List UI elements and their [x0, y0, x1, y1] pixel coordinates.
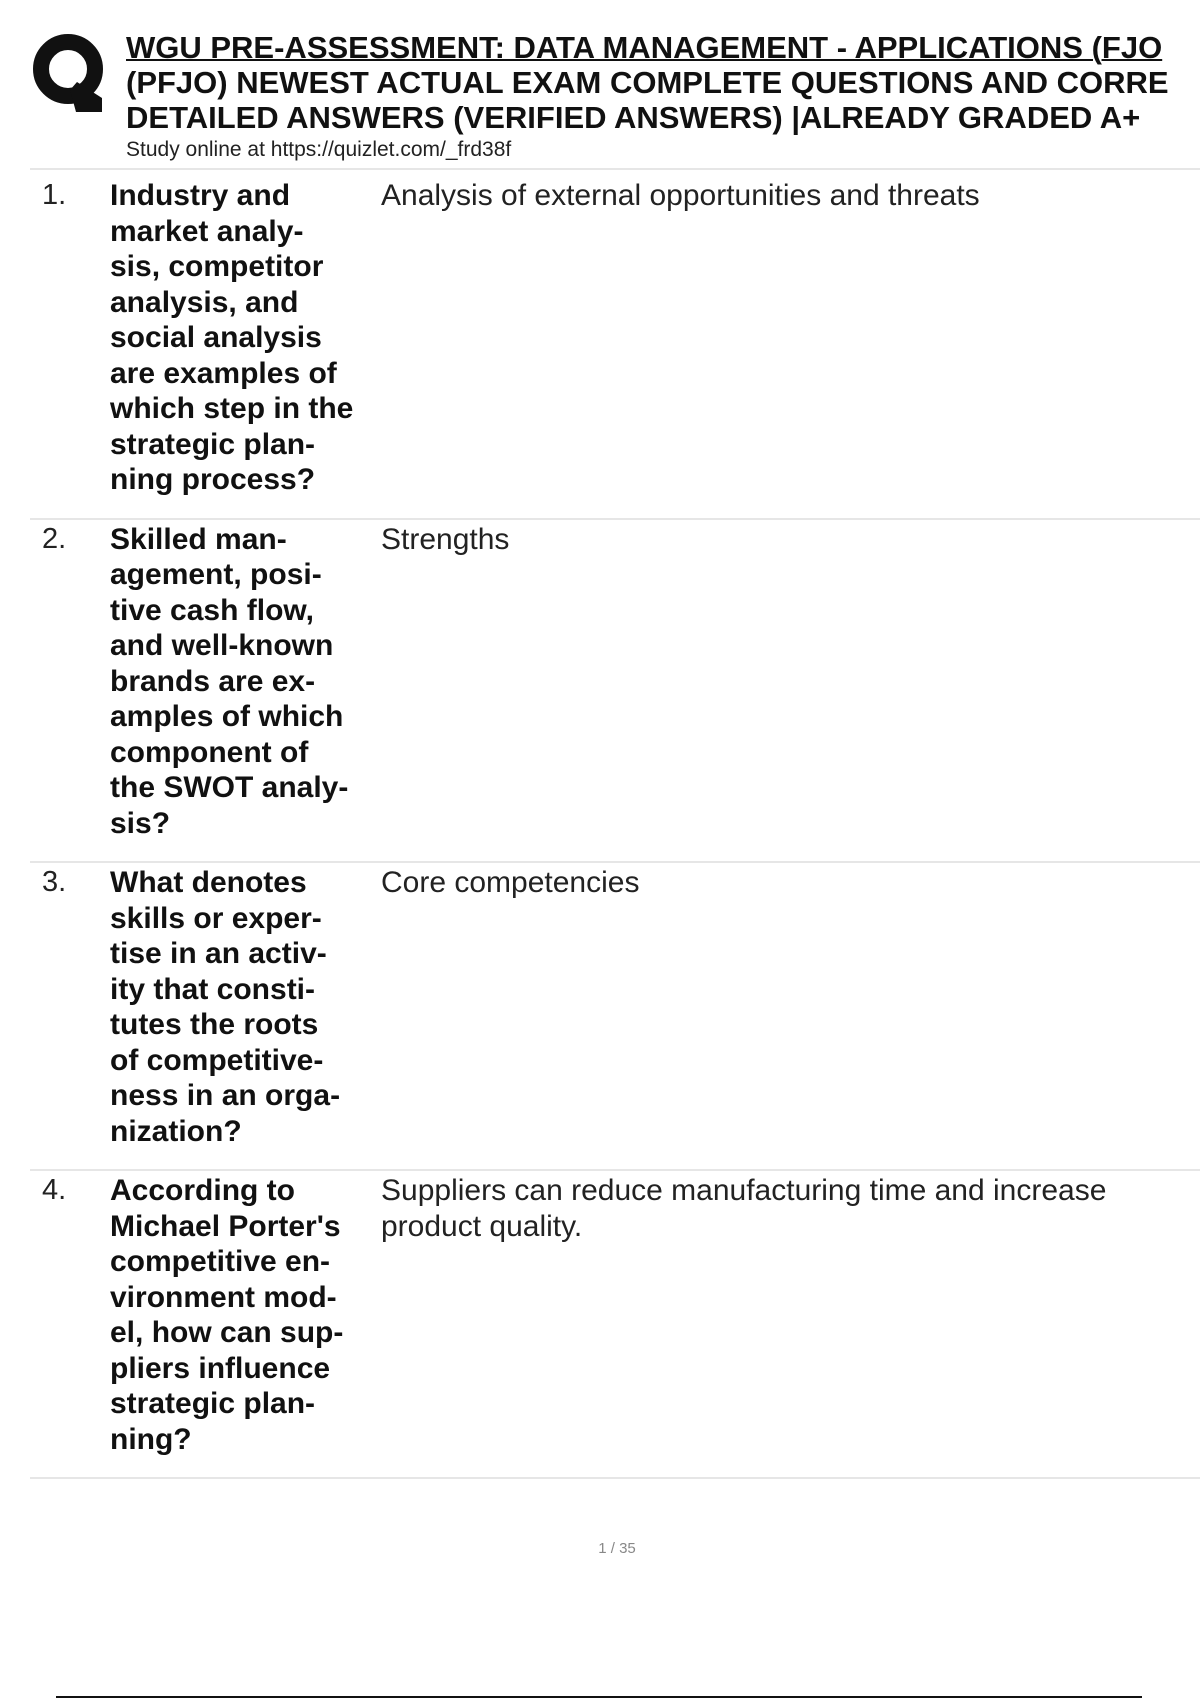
- card-term-line: agement, posi-: [110, 558, 322, 591]
- card-term-line: vironment mod-: [110, 1280, 337, 1314]
- card-term-line: tise in an activ-: [110, 937, 327, 970]
- card-term-line: pliers influence: [110, 1351, 331, 1385]
- card-term-line: are examples of: [110, 356, 337, 390]
- header-divider: [30, 168, 1200, 170]
- document-title-line-3: DETAILED ANSWERS (VERIFIED ANSWERS) |ALREADY GRADED A+: [126, 100, 1141, 135]
- card-term-line: and well-known: [110, 629, 334, 662]
- card-term-line: ning?: [110, 1422, 192, 1456]
- flashcard-row: [30, 176, 1200, 520]
- card-term-line: sis?: [110, 806, 171, 840]
- card-term-line: ning process?: [110, 463, 316, 496]
- card-term-line: which step in the: [110, 392, 354, 425]
- card-term-line: social analysis: [110, 321, 322, 354]
- card-term: [110, 1173, 372, 1457]
- document-title-line-1: WGU PRE-ASSESSMENT: DATA MANAGEMENT - APPLICATIONS (FJO: [126, 30, 1163, 65]
- card-term-line: tive cash flow,: [110, 593, 314, 627]
- card-definition: Analysis of external opportunities and threats: [381, 179, 980, 212]
- card-term-line: Michael Porter's: [110, 1209, 341, 1243]
- flashcard-list: [30, 176, 1200, 1479]
- card-term-line: ity that consti-: [110, 972, 316, 1006]
- card-number: 2.: [42, 522, 67, 555]
- card-term-line: skills or exper-: [110, 901, 322, 935]
- card-term-line: Industry and: [110, 179, 291, 212]
- card-term-line: competitive en-: [110, 1245, 331, 1278]
- flashcard-row: [30, 1171, 1200, 1479]
- card-term-line: brands are ex-: [110, 664, 316, 698]
- card-term-line: of competitive-: [110, 1043, 324, 1077]
- card-number: 1.: [42, 179, 67, 211]
- flashcard-row: [30, 520, 1200, 864]
- study-online-link[interactable]: Study online at https://quizlet.com/_frd38f: [126, 138, 512, 161]
- card-term-line: tutes the roots: [110, 1008, 319, 1041]
- card-term-line: el, how can sup-: [110, 1316, 344, 1349]
- card-number: 3.: [42, 866, 67, 898]
- card-term-line: component of: [110, 735, 309, 769]
- card-term: [110, 178, 372, 498]
- card-term-line: amples of which: [110, 700, 344, 733]
- quizlet-q-logo-icon: [30, 30, 110, 112]
- card-term-line: strategic plan-: [110, 427, 316, 461]
- card-term-line: market analy-: [110, 214, 304, 248]
- card-term: [110, 522, 372, 842]
- card-definition: Suppliers can reduce manufacturing time and increase product quality.: [381, 1174, 1107, 1243]
- card-number: 4.: [42, 1174, 67, 1206]
- document-header: [0, 0, 1200, 170]
- card-term-line: What denotes: [110, 866, 307, 899]
- card-term-line: sis, competitor: [110, 250, 324, 283]
- card-term-line: analysis, and: [110, 285, 299, 319]
- page-number: 1 / 35: [598, 1540, 636, 1557]
- card-term-line: strategic plan-: [110, 1387, 316, 1420]
- card-definition: Core competencies: [381, 866, 640, 899]
- card-term-line: nization?: [110, 1114, 242, 1148]
- card-term-line: the SWOT analy-: [110, 771, 349, 804]
- card-definition: Strengths: [381, 522, 510, 556]
- title-block: [126, 30, 1200, 163]
- bottom-divider: [56, 1696, 1142, 1698]
- card-term-line: Skilled man-: [110, 522, 287, 556]
- document-title-line-2: (PFJO) NEWEST ACTUAL EXAM COMPLETE QUESTIONS AND CORRE: [126, 65, 1169, 100]
- card-term-line: ness in an orga-: [110, 1079, 341, 1112]
- card-term-line: According to: [110, 1174, 295, 1207]
- card-term: [110, 865, 372, 1149]
- flashcard-row: [30, 863, 1200, 1171]
